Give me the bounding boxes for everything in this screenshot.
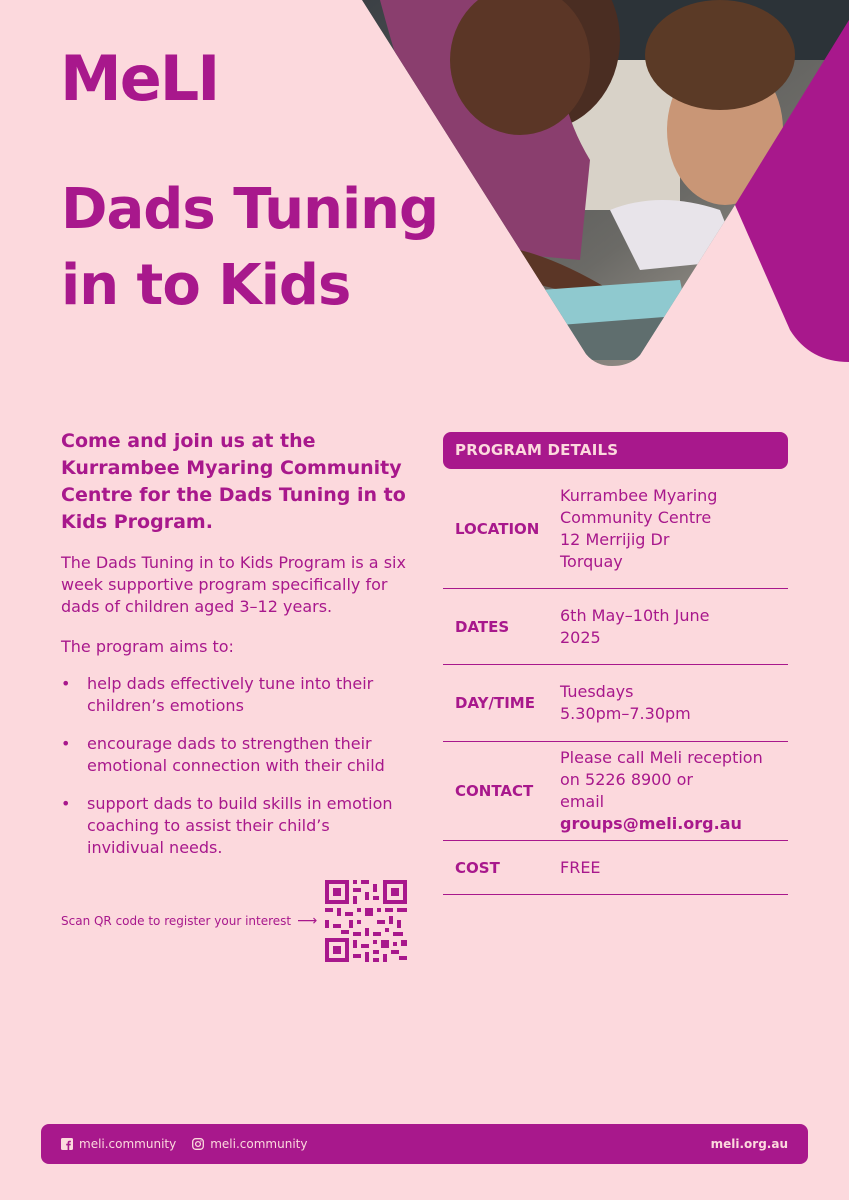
detail-line: Kurrambee Myaring — [560, 485, 718, 505]
detail-line: FREE — [560, 857, 601, 877]
qr-caption-text: Scan QR code to register your interest — [61, 914, 292, 928]
program-details — [443, 432, 788, 895]
email-prefix: email — [560, 792, 605, 811]
instagram-handle: meli.community — [210, 1137, 308, 1151]
aim-text: encourage dads to strengthen their emotional connection with their child — [87, 734, 385, 775]
detail-line: Please call Meli reception — [560, 748, 763, 767]
page-title — [61, 172, 441, 324]
detail-row-dates — [443, 589, 788, 665]
detail-row-contact — [443, 742, 788, 841]
detail-value — [560, 485, 717, 573]
program-details-header: PROGRAM DETAILS — [443, 432, 788, 469]
website-link[interactable]: meli.org.au — [710, 1137, 788, 1151]
email-link[interactable]: groups@meli.org.au — [560, 814, 742, 833]
detail-row-cost — [443, 841, 788, 895]
qr-code-icon[interactable] — [325, 880, 407, 962]
detail-row-location — [443, 469, 788, 589]
detail-line — [560, 791, 788, 835]
detail-label: COST — [455, 858, 500, 877]
detail-line: 5.30pm–7.30pm — [560, 704, 691, 723]
detail-label: DAY/TIME — [455, 694, 535, 712]
detail-line: Torquay — [560, 551, 623, 571]
instagram-link[interactable] — [192, 1137, 307, 1151]
bullet-icon: • — [61, 674, 71, 693]
detail-label: DATES — [455, 617, 510, 636]
aim-text: help dads effectively tune into their children’s emotions — [87, 674, 374, 715]
program-description: The Dads Tuning in to Kids Program is a six week supportive program specifically for dads of children aged 3–12 years. — [61, 553, 406, 616]
bullet-icon: • — [61, 734, 71, 753]
detail-value — [560, 747, 788, 835]
detail-line: Tuesdays — [560, 682, 634, 701]
detail-label: CONTACT — [455, 782, 534, 800]
facebook-handle: meli.community — [79, 1137, 177, 1151]
title-line-2: in to Kids — [61, 253, 351, 318]
arrow-right-icon: ⟶ — [297, 913, 318, 929]
list-item — [61, 793, 411, 859]
facebook-link[interactable] — [61, 1137, 176, 1151]
list-item — [61, 673, 411, 717]
detail-label: LOCATION — [455, 519, 540, 538]
detail-line: on 5226 8900 or — [560, 770, 693, 789]
detail-value — [560, 681, 691, 725]
detail-row-daytime — [443, 665, 788, 742]
facebook-icon — [61, 1138, 73, 1150]
aim-text: support dads to build skills in emotion coaching to assist their child’s invidivual needs. — [87, 794, 393, 857]
detail-line: 12 Merrijig Dr — [560, 529, 670, 549]
aims-heading: The program aims to: — [61, 637, 234, 656]
instagram-icon — [192, 1138, 204, 1150]
footer-bar — [41, 1124, 808, 1164]
detail-line: 2025 — [560, 627, 601, 647]
meli-logo: MeLI — [60, 42, 219, 115]
detail-value — [560, 857, 601, 879]
intro-text: Come and join us at the Kurrambee Myaring Community Centre for the Dads Tuning in to Kids Program. — [61, 430, 406, 533]
title-line-1: Dads Tuning — [61, 177, 439, 242]
list-item — [61, 733, 411, 777]
qr-caption — [61, 913, 317, 929]
detail-value — [560, 605, 709, 649]
aims-list — [61, 673, 411, 875]
detail-line: Community Centre — [560, 507, 712, 527]
detail-line: 6th May–10th June — [560, 605, 710, 625]
bullet-icon: • — [61, 794, 71, 813]
